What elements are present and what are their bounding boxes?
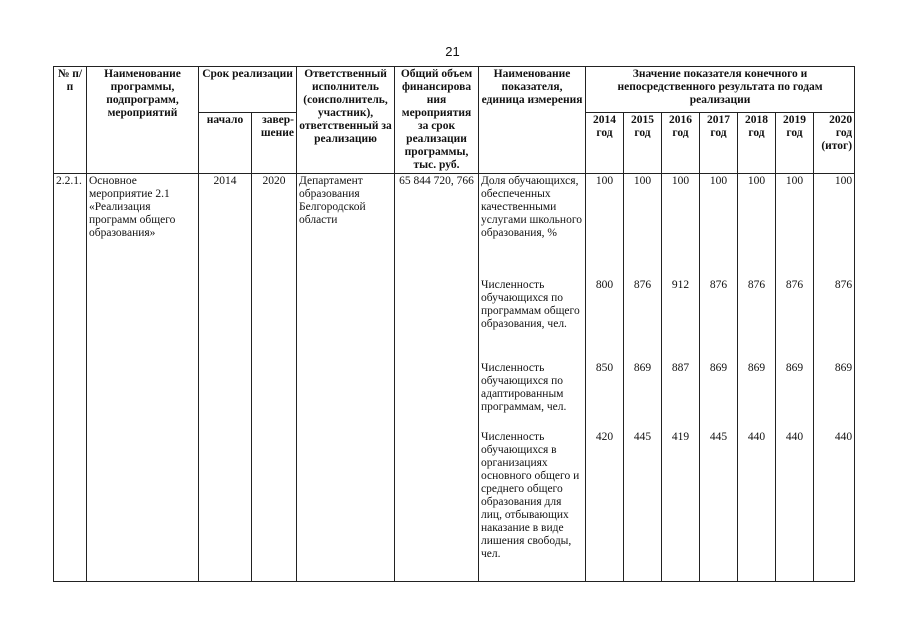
indicator-value: 869 (785, 362, 804, 374)
year-values-cell (814, 174, 855, 582)
header-period: Срок реализации (199, 67, 297, 113)
indicator-value: 869 (633, 362, 652, 374)
indicator-value: 100 (834, 175, 853, 187)
indicator-names-cell (479, 174, 586, 582)
indicator-value: 869 (709, 362, 728, 374)
header-name: Наименование программы, подпрограмм, мероприятий (87, 67, 199, 174)
header-indicator: Наименование показателя, единица измерения (479, 67, 586, 174)
header-year: 2017 год (700, 113, 738, 174)
row-name: Основное мероприятие 2.1 «Реализация программ общего образования» (87, 174, 199, 582)
indicator-value: 876 (747, 279, 766, 291)
row-num: 2.2.1. (54, 174, 87, 582)
indicator-value: 876 (834, 279, 853, 291)
table-row (54, 174, 855, 582)
indicator-value: 869 (747, 362, 766, 374)
year-values-cell (738, 174, 776, 582)
indicator-name: Численность обучающихся по адаптированным программам, чел. (481, 362, 567, 413)
header-period-end: завер-шение (252, 113, 297, 174)
indicator-value: 912 (671, 279, 690, 291)
indicator-value: 100 (595, 175, 614, 187)
header-year: 2019 год (776, 113, 814, 174)
header-year: 2018 год (738, 113, 776, 174)
year-values-cell (624, 174, 662, 582)
indicator-value: 876 (785, 279, 804, 291)
indicator-value: 445 (633, 431, 652, 443)
indicator-value: 440 (834, 431, 853, 443)
year-values-cell (662, 174, 700, 582)
header-responsible: Ответственный исполнитель (соисполнитель, участник), ответственный за реализацию (297, 67, 395, 174)
row-responsible: Департамент образования Белгородской области (297, 174, 395, 582)
header-year: 2016 год (662, 113, 700, 174)
header-num: № п/п (54, 67, 87, 174)
indicator-name: Численность обучающихся по программам общего образования, чел. (481, 279, 580, 330)
indicator-value: 440 (747, 431, 766, 443)
indicator-name: Доля обучающихся, обеспеченных качественными услугами школьного образования, % (481, 175, 583, 239)
indicator-value: 869 (834, 362, 853, 374)
year-values-cell (700, 174, 738, 582)
page-number: 21 (445, 44, 460, 59)
header-year: 2014 год (586, 113, 624, 174)
row-start: 2014 (199, 174, 252, 582)
indicator-value: 419 (671, 431, 690, 443)
indicator-value: 420 (595, 431, 614, 443)
header-year: 2015 год (624, 113, 662, 174)
program-table (53, 66, 855, 582)
header-values-group: Значение показателя конечного и непосредственного результата по годам реализации (586, 67, 855, 113)
indicator-value: 876 (633, 279, 652, 291)
indicator-value: 100 (671, 175, 690, 187)
row-end: 2020 (252, 174, 297, 582)
row-funding: 65 844 720, 766 (395, 174, 479, 582)
indicator-value: 100 (747, 175, 766, 187)
header-year: 2020 год (итог) (814, 113, 855, 174)
indicator-value: 100 (785, 175, 804, 187)
indicator-value: 100 (709, 175, 728, 187)
header-funding: Общий объем финансирова ния мероприятия за срок реализации программы, тыс. руб. (395, 67, 479, 174)
indicator-value: 887 (671, 362, 690, 374)
indicator-name: Численность обучающихся в организациях основного общего и среднего общего образования для лиц, отбывающих наказание в виде лишения свободы, чел. (481, 431, 580, 560)
year-values-cell (776, 174, 814, 582)
year-values-cell (586, 174, 624, 582)
header-period-start: начало (199, 113, 252, 174)
indicator-value: 440 (785, 431, 804, 443)
indicator-value: 876 (709, 279, 728, 291)
indicator-value: 850 (595, 362, 614, 374)
indicator-value: 445 (709, 431, 728, 443)
indicator-value: 100 (633, 175, 652, 187)
indicator-value: 800 (595, 279, 614, 291)
